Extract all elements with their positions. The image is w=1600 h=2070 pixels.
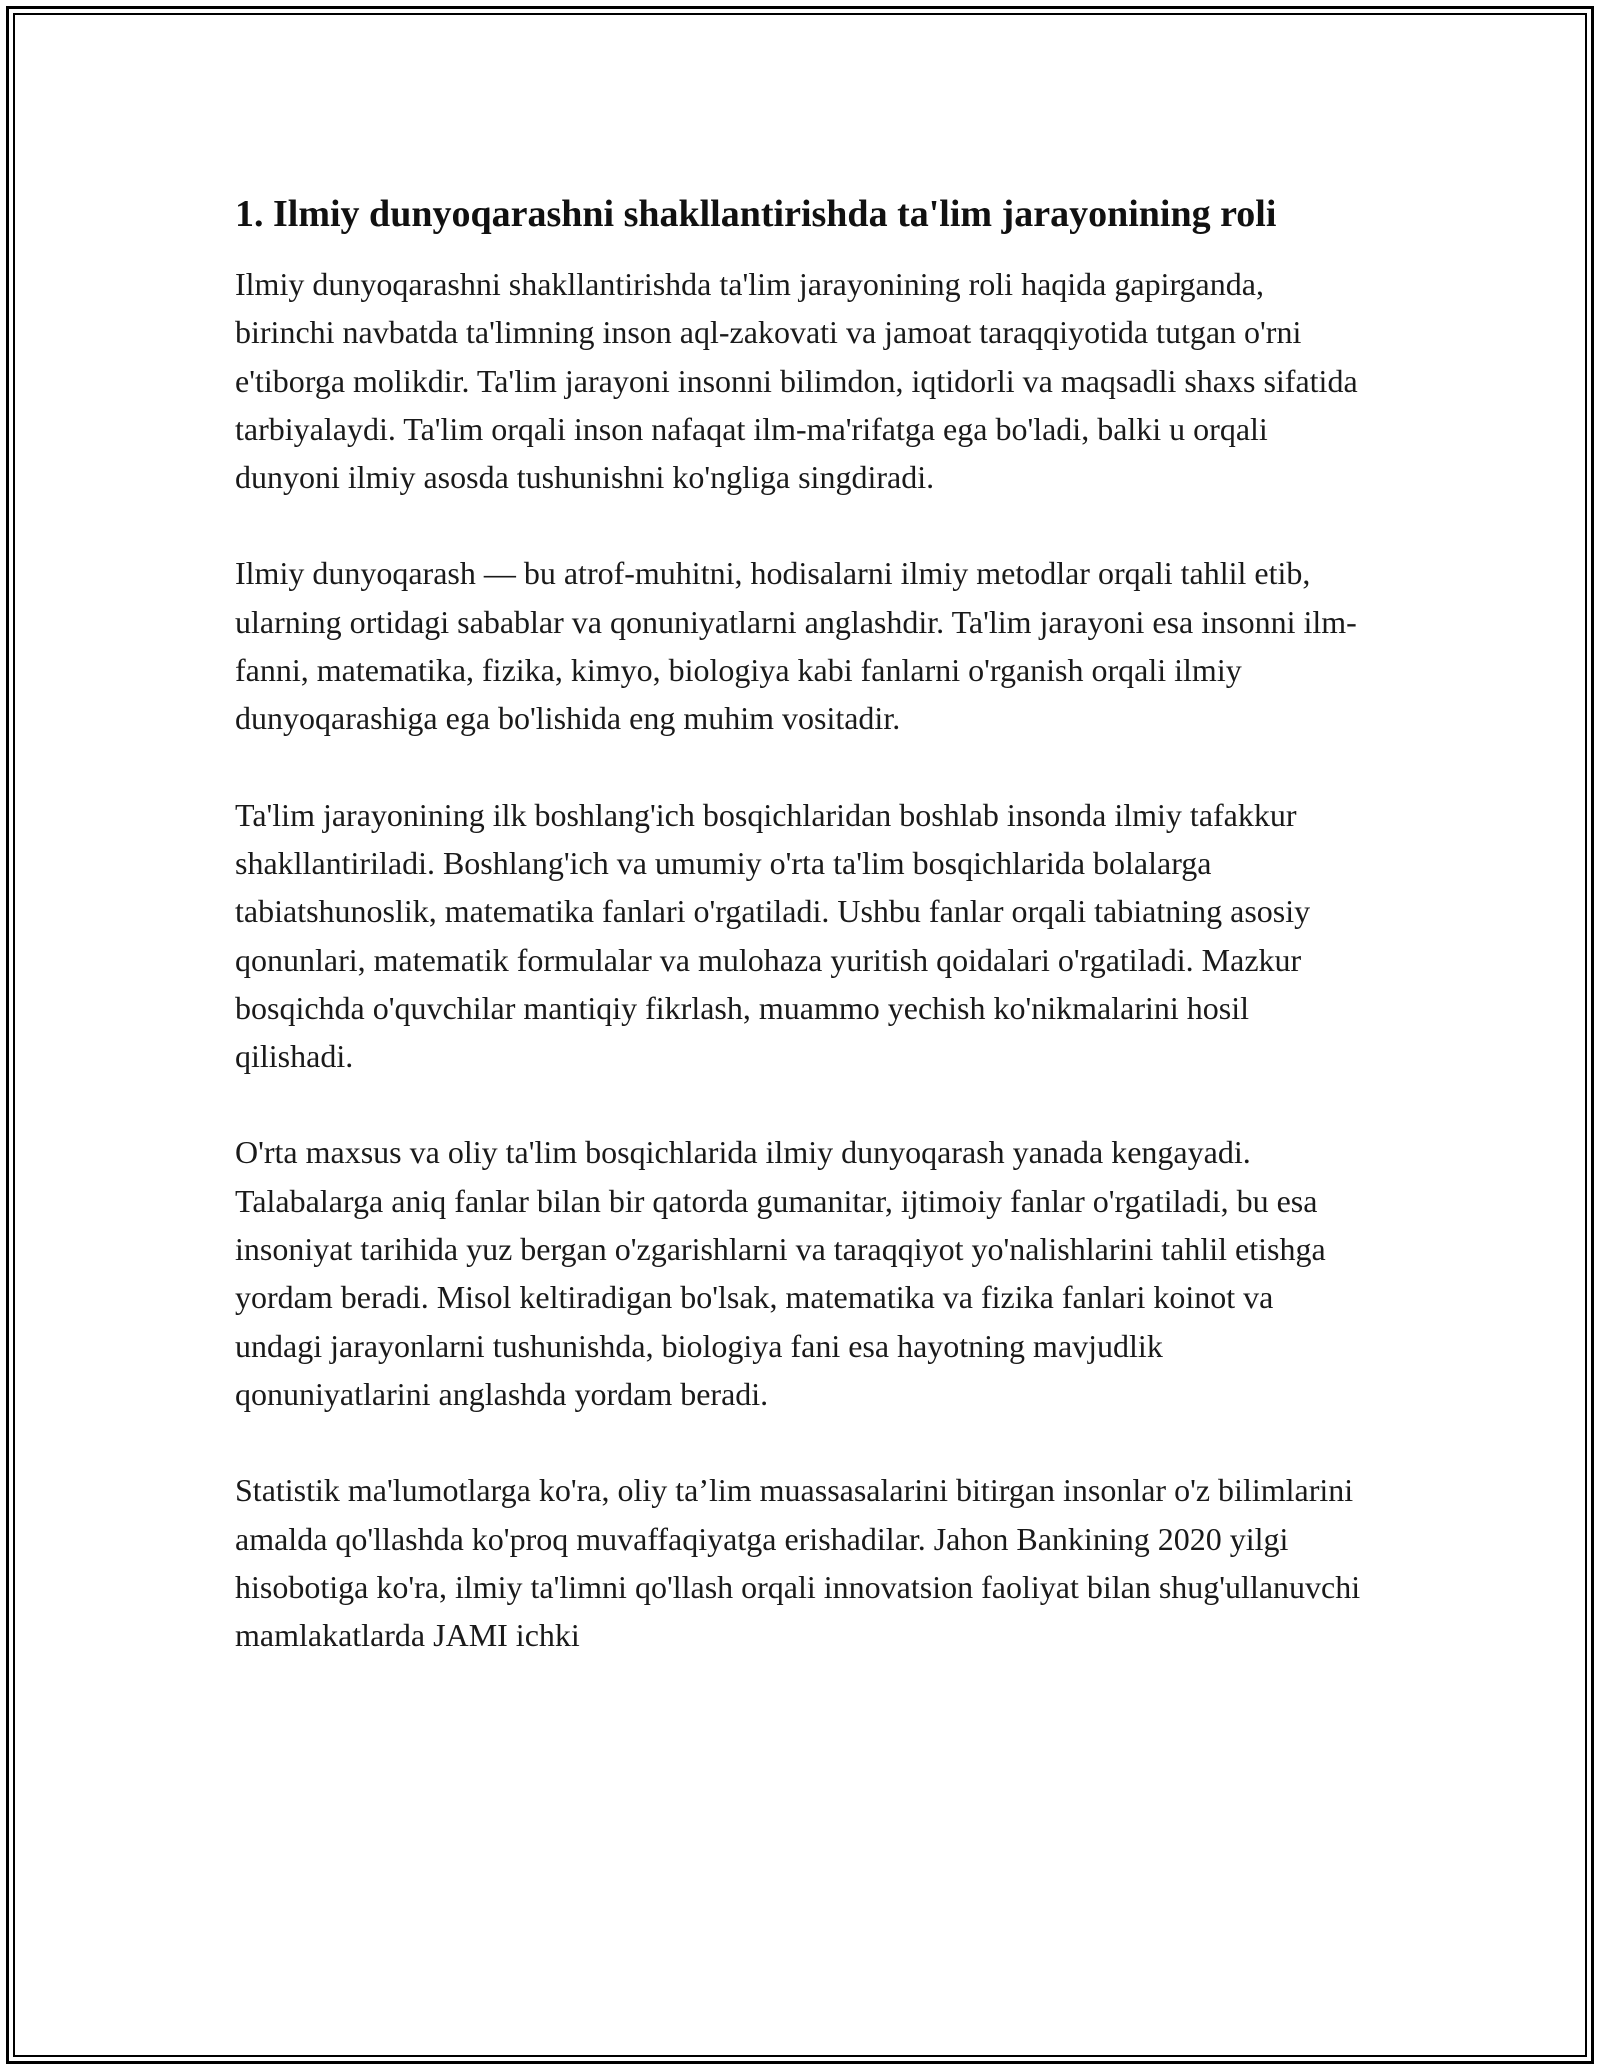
- paragraph-2: Ilmiy dunyoqarash — bu atrof-muhitni, hodisalarni ilmiy metodlar orqali tahlil etib, ularning ortidagi sabablar va qonuniyatlarni anglashdir. Ta'lim jarayoni esa insonni ilm-fanni, matematika, fizika, kimyo, biologiya kabi fanlarni o'rganish orqali ilmiy dunyoqarashiga ega bo'lishida eng muhim vositadir.: [235, 555, 1357, 737]
- paragraph-4: O'rta maxsus va oliy ta'lim bosqichlarida ilmiy dunyoqarash yanada kengayadi. Talabalarga aniq fanlar bilan bir qatorda gumanitar, ijtimoiy fanlar o'rgatiladi, bu esa insoniyat tarihida yuz bergan o'zgarishlarni va taraqqiyot yo'nalishlarini tahlil etishga yordam beradi. Misol keltiradigan bo'lsak, matematika va fizika fanlari koinot va undagi jarayonlarni tushunishda, biologiya fani esa hayotning mavjudlik qonuniyatlarini anglashda yordam beradi.: [235, 1134, 1326, 1412]
- paragraph-3: Ta'lim jarayonining ilk boshlang'ich bosqichlaridan boshlab insonda ilmiy tafakkur shakllantiriladi. Boshlang'ich va umumiy o'rta ta'lim bosqichlarida bolalarga tabiatshunoslik, matematika fanlari o'rgatiladi. Ushbu fanlar orqali tabiatning asosiy qonunlari, matematik formulalar va mulohaza yuritish qoidalari o'rgatiladi. Mazkur bosqichda o'quvchilar mantiqiy fikrlash, muammo yechish ko'nikmalarini hosil qilishadi.: [235, 796, 1311, 1075]
- paragraph-1: Ilmiy dunyoqarashni shakllantirishda ta'lim jarayonining roli haqida gapirganda, birinchi navbatda ta'limning inson aql-zakovati va jamoat taraqqiyotida tutgan o'rni e'tiborga molikdir. Ta'lim jarayoni insonni bilimdon, iqtidorli va maqsadli shaxs sifatida tarbiyalaydi. Ta'lim orqali inson nafaqat ilm-ma'rifatga ega bo'ladi, balki u orqali dunyoni ilmiy asosda tushunishni ko'ngliga singdiradi.: [235, 266, 1358, 496]
- document-body: [235, 186, 1365, 1659]
- section-heading: 1. Ilmiy dunyoqarashni shakllantirishda ta'lim jarayonining roli: [235, 193, 1277, 235]
- paragraph-5: Statistik ma'lumotlarga ko'ra, oliy ta’lim muassasalarini bitirgan insonlar o'z bilimlarini amalda qo'llashda ko'proq muvaffaqiyatga erishadilar. Jahon Bankining 2020 yilgi hisobotiga ko'ra, ilmiy ta'limni qo'llash orqali innovatsion faoliyat bilan shug'ullanuvchi mamlakatlarda JAMI ichki: [235, 1472, 1361, 1654]
